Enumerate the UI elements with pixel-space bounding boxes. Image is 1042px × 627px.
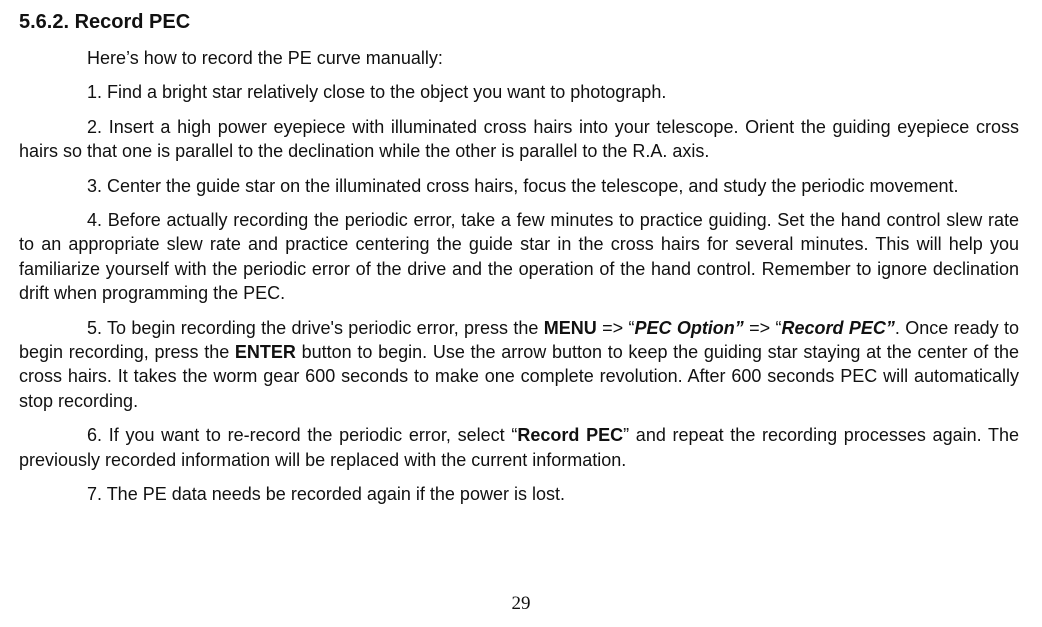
step-5-text-2: => “ [596, 317, 635, 338]
step-3-paragraph: 3. Center the guide star on the illuminated cross hairs, focus the telescope, and study the periodic movement. [87, 175, 959, 196]
step-5-paragraph [19, 316, 1019, 414]
record-pec-ref: Record PEC” [781, 317, 895, 338]
step-6-text-2: ” and repeat the recording processes again. The previously recorded information will be replaced with the current information. [19, 425, 1020, 470]
step-5-text-5: button to begin. Use the arrow button to keep the guiding star staying at the center of the cross hairs. It takes the worm gear 600 seconds to make one complete revolution. After 600 seconds PEC will automatically stop recording. [19, 342, 1019, 411]
step-6-paragraph [19, 423, 1019, 472]
section-heading: 5.6.2. Record PEC [19, 11, 191, 33]
step-4-paragraph: 4. Before actually recording the periodic error, take a few minutes to practice guiding. Set the hand control slew rate to an appropriate slew rate and practice centering the guide star in the cross hairs for several minutes. This will help you familiarize yourself with the periodic error of the drive and the operation of the hand control. Remember to ignore declination drift when programming the PEC. [19, 210, 1019, 304]
step-6-text-1: 6. If you want to re-record the periodic error, select “ [87, 425, 518, 446]
step-7-paragraph: 7. The PE data needs be recorded again if the power is lost. [87, 484, 565, 505]
pec-option-ref: PEC Option” [634, 317, 744, 338]
step-5-text-4: . Once ready to begin recording, press the [19, 317, 1019, 363]
step-5-text-3: => “ [743, 317, 782, 338]
section-body [19, 46, 1019, 517]
page-number: 29 [511, 593, 531, 614]
step-5-text-1: 5. To begin recording the drive's periodic error, press the [87, 317, 544, 338]
record-pec-select-ref: Record PEC [517, 425, 624, 446]
enter-button-ref: ENTER [234, 342, 296, 363]
step-1-paragraph: 1. Find a bright star relatively close to the object you want to photograph. [87, 82, 667, 103]
menu-button-ref: MENU [543, 317, 597, 338]
step-2-paragraph: 2. Insert a high power eyepiece with illuminated cross hairs into your telescope. Orient the guiding eyepiece cross hairs so that one is parallel to the declination while the other is parallel to the R.A. axis. [19, 116, 1019, 162]
intro-paragraph: Here’s how to record the PE curve manually: [87, 48, 443, 68]
